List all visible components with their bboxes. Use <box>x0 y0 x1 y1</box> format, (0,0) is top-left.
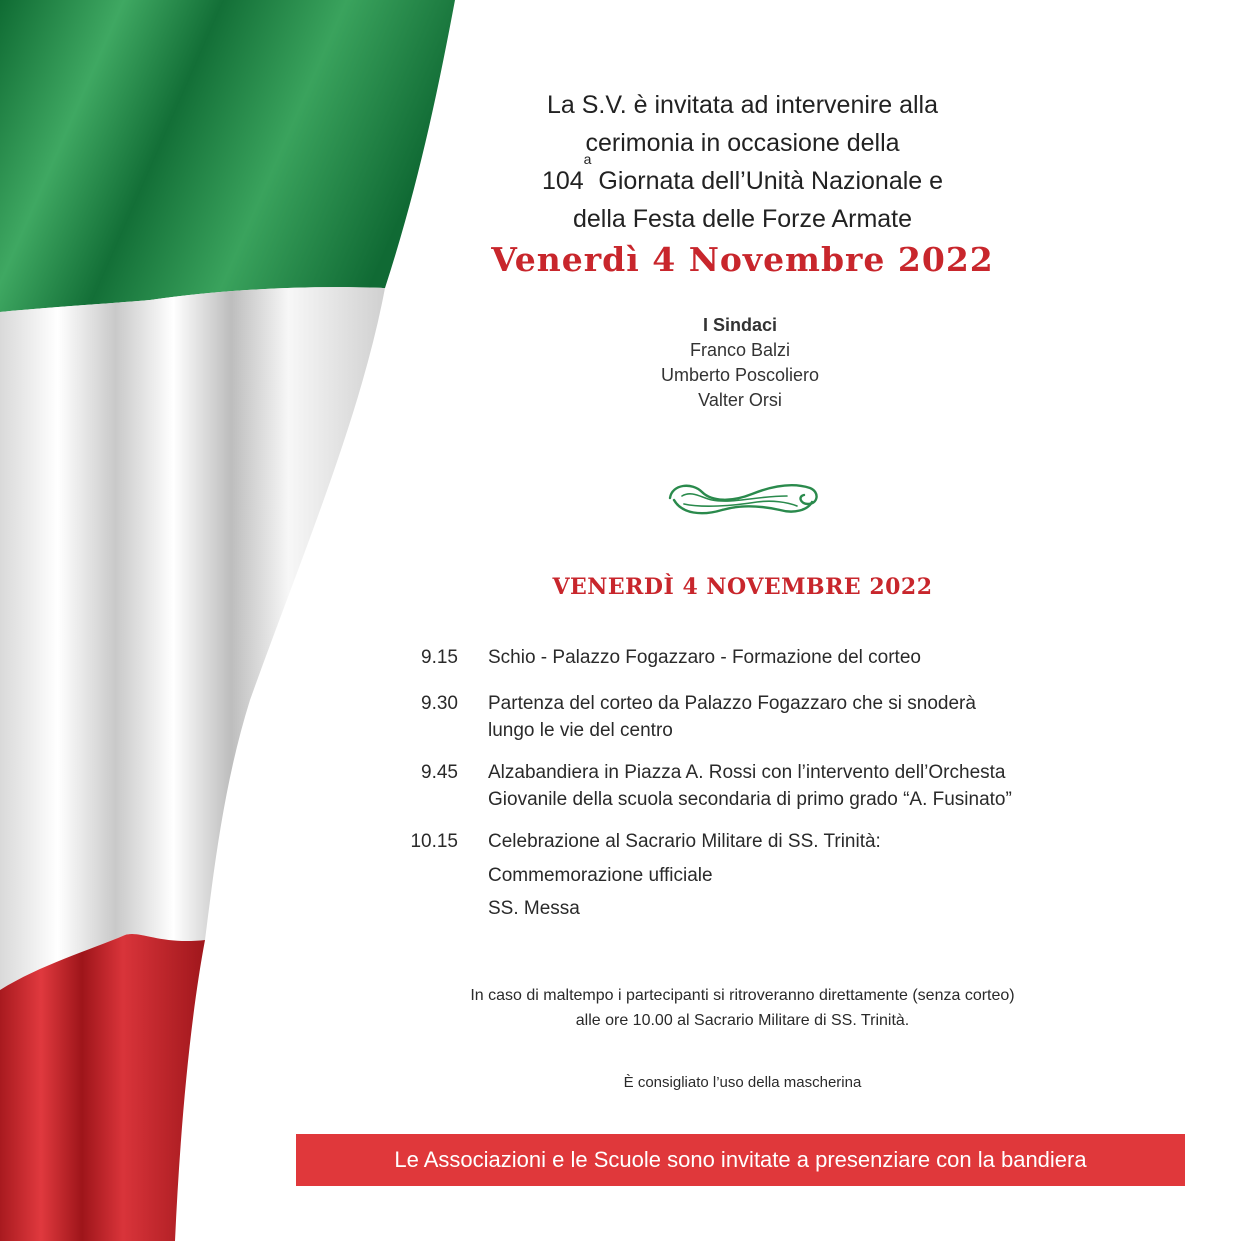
event-date-headline: Venerdì 4 Novembre 2022 <box>491 240 994 279</box>
mask-note: È consigliato l’uso della mascherina <box>623 1074 862 1091</box>
flag-green-stripe <box>0 0 455 312</box>
program-time: 9.15 <box>421 647 458 668</box>
mayor-name: Umberto Poscoliero <box>660 365 820 385</box>
weather-note <box>380 983 1105 1033</box>
program-description: Giovanile della scuola secondaria di primo grado “A. Fusinato” <box>488 789 1012 810</box>
program-description: Commemorazione ufficiale <box>488 865 713 886</box>
intro-line-1: La S.V. è invitata ad intervenire alla <box>547 91 938 119</box>
program-heading: VENERDÌ 4 NOVEMBRE 2022 <box>552 574 933 600</box>
program-description: Partenza del corteo da Palazzo Fogazzaro che si snoderà <box>488 693 976 714</box>
mayors-heading: I Sindaci <box>702 315 778 335</box>
program-time: 9.45 <box>421 762 458 783</box>
program-description: Celebrazione al Sacrario Militare di SS. Trinità: <box>488 831 881 852</box>
mayor-name: Franco Balzi <box>689 340 791 360</box>
program-item <box>0 828 1241 928</box>
banner-text: Le Associazioni e le Scuole sono invitate a presenziare con la bandiera <box>394 1147 1087 1172</box>
italian-flag-image <box>0 0 460 1241</box>
mayors-block <box>600 313 880 413</box>
edition-number: 104 <box>541 167 584 195</box>
intro-line-4: della Festa delle Forze Armate <box>572 205 913 233</box>
program-description: Schio - Palazzo Fogazzaro - Formazione del corteo <box>488 647 921 668</box>
program-item <box>0 644 1241 674</box>
program-description: lungo le vie del centro <box>488 720 673 741</box>
program-item <box>0 690 1241 748</box>
intro-line-3-rest: Giornata dell’Unità Nazionale e <box>591 167 944 195</box>
intro-line-2: cerimonia in occasione della <box>585 129 900 157</box>
weather-note-line-1: In caso di maltempo i partecipanti si ritroveranno direttamente (senza corteo) <box>470 987 1015 1004</box>
invitation-intro <box>480 86 1005 238</box>
edition-ordinal: a <box>583 151 592 167</box>
flag-red-stripe <box>0 934 205 1241</box>
program-time: 9.30 <box>421 693 458 714</box>
program-time: 10.15 <box>410 831 458 852</box>
mayor-name: Valter Orsi <box>698 390 782 410</box>
flourish-ornament-icon <box>662 476 822 522</box>
weather-note-line-2: alle ore 10.00 al Sacrario Militare di SS. Trinità. <box>575 1012 910 1029</box>
program-item <box>0 759 1241 817</box>
flag-invitation-banner <box>296 1134 1185 1186</box>
program-description: Alzabandiera in Piazza A. Rossi con l’intervento dell’Orchesta <box>488 762 1006 783</box>
intro-line-3 <box>480 151 1005 200</box>
program-description: SS. Messa <box>488 898 580 919</box>
